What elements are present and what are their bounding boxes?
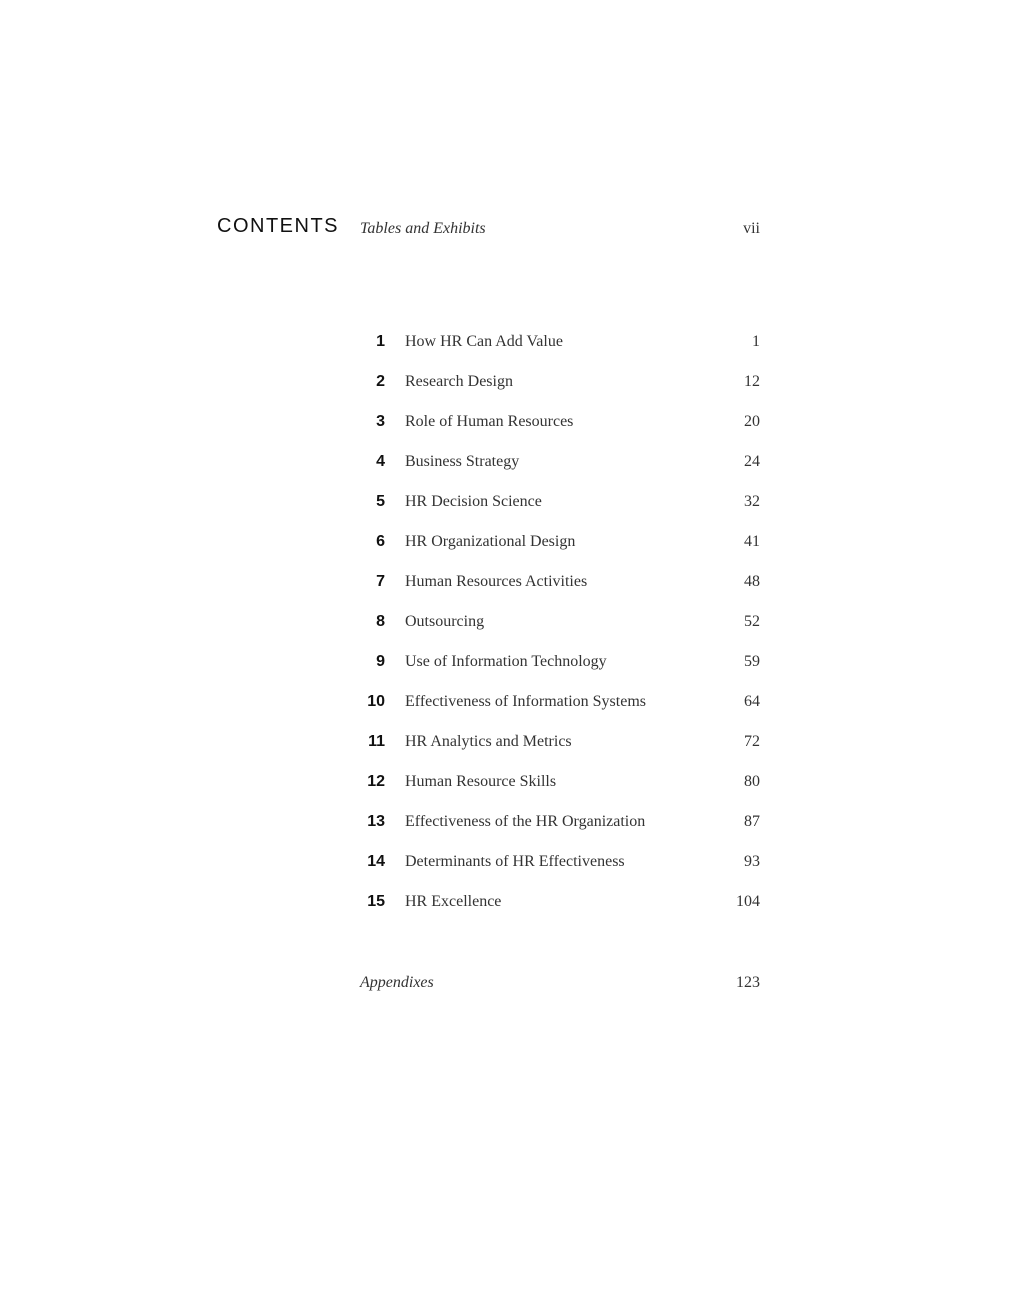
chapter-page: 104 xyxy=(736,893,760,910)
toc-row xyxy=(350,453,760,477)
chapter-page: 87 xyxy=(744,813,760,830)
chapter-page: 41 xyxy=(744,533,760,550)
chapter-page: 52 xyxy=(744,613,760,630)
toc-row xyxy=(350,573,760,597)
appendixes-entry: Appendixes xyxy=(360,974,434,991)
chapter-title: Effectiveness of Information Systems xyxy=(405,693,646,710)
chapter-title: Use of Information Technology xyxy=(405,653,607,670)
chapter-number: 1 xyxy=(376,333,385,350)
chapter-number: 7 xyxy=(376,573,385,590)
toc-row xyxy=(350,373,760,397)
chapter-page: 12 xyxy=(744,373,760,390)
chapter-title: How HR Can Add Value xyxy=(405,333,563,350)
chapter-title: Outsourcing xyxy=(405,613,485,630)
toc-row xyxy=(350,773,760,797)
chapter-title: Research Design xyxy=(405,373,513,390)
chapter-page: 64 xyxy=(744,693,760,710)
chapter-number: 8 xyxy=(376,613,385,630)
toc-row xyxy=(350,533,760,557)
chapter-page: 72 xyxy=(744,733,760,750)
toc-row xyxy=(350,693,760,717)
chapter-number: 13 xyxy=(367,813,385,830)
chapter-title: Human Resources Activities xyxy=(405,573,588,590)
chapter-title: Determinants of HR Effectiveness xyxy=(405,853,625,870)
chapter-title: Business Strategy xyxy=(405,453,520,470)
tables-exhibits-page: vii xyxy=(743,220,760,237)
toc-row xyxy=(350,413,760,437)
toc-row xyxy=(350,333,760,357)
tables-exhibits-entry: Tables and Exhibits xyxy=(360,220,486,237)
chapter-page: 32 xyxy=(744,493,760,510)
chapter-title: HR Excellence xyxy=(405,893,502,910)
chapter-number: 10 xyxy=(367,693,385,710)
chapter-number: 9 xyxy=(376,653,385,670)
chapter-title: Human Resource Skills xyxy=(405,773,557,790)
appendixes-page: 123 xyxy=(736,974,760,991)
toc-row xyxy=(350,893,760,917)
chapter-number: 2 xyxy=(376,373,385,390)
chapter-title: Effectiveness of the HR Organization xyxy=(405,813,646,830)
chapter-number: 4 xyxy=(376,453,385,470)
toc-row xyxy=(350,493,760,517)
toc-row xyxy=(350,653,760,677)
chapter-page: 59 xyxy=(744,653,760,670)
chapter-number: 14 xyxy=(367,853,385,870)
chapter-number: 11 xyxy=(368,733,385,750)
toc-row xyxy=(350,733,760,757)
page-title: CONTENTS xyxy=(217,215,339,237)
chapter-page: 80 xyxy=(744,773,760,790)
chapter-number: 6 xyxy=(376,533,385,550)
chapter-number: 15 xyxy=(367,893,385,910)
chapter-title: Role of Human Resources xyxy=(405,413,574,430)
chapter-page: 93 xyxy=(744,853,760,870)
chapter-number: 12 xyxy=(367,773,385,790)
chapter-title: HR Decision Science xyxy=(405,493,542,510)
toc-row xyxy=(350,813,760,837)
chapter-title: HR Organizational Design xyxy=(405,533,576,550)
chapter-title: HR Analytics and Metrics xyxy=(405,733,572,750)
toc-row xyxy=(350,613,760,637)
chapter-page: 24 xyxy=(744,453,760,470)
chapter-page: 48 xyxy=(744,573,760,590)
toc-row xyxy=(350,853,760,877)
chapter-number: 5 xyxy=(376,493,385,510)
chapter-page: 1 xyxy=(752,333,760,350)
chapter-number: 3 xyxy=(376,413,385,430)
chapter-page: 20 xyxy=(744,413,760,430)
